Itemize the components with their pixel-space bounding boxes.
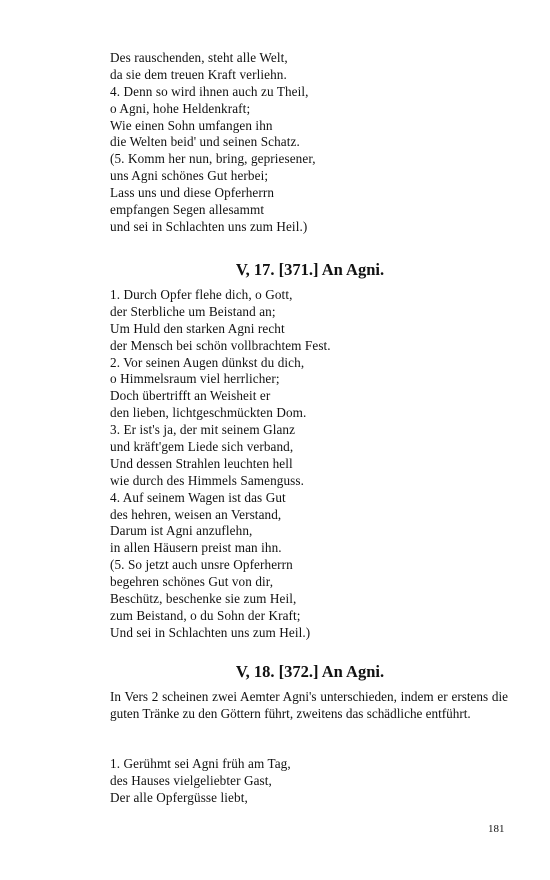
verse-line: der Mensch bei schön vollbrachtem Fest.	[110, 337, 331, 353]
verse-line: Beschütz, beschenke sie zum Heil,	[110, 591, 297, 607]
verse-line: o Himmelsraum viel herrlicher;	[110, 371, 280, 387]
verse-line: da sie dem treuen Kraft verliehn.	[110, 66, 287, 82]
verse-line: 2. Vor seinen Augen dünkst du dich,	[110, 354, 305, 370]
hymn-17-verses	[110, 287, 508, 642]
verse-line: Des rauschenden, steht alle Welt,	[110, 50, 288, 65]
verse-line: zum Beistand, o du Sohn der Kraft;	[110, 607, 301, 623]
verse-line: 4. Denn so wird ihnen auch zu Theil,	[110, 83, 309, 99]
hymn-18-note: In Vers 2 scheinen zwei Aemter Agni's unterschieden, indem er erstens die guten Tränke zu den Göttern führt, zweitens das schädliche entführt.	[110, 689, 508, 721]
verse-line: begehren schönes Gut von dir,	[110, 574, 274, 590]
stanza-continuation	[110, 50, 508, 236]
verse-line: und sei in Schlachten uns zum Heil.)	[110, 218, 308, 234]
verse-line: uns Agni schönes Gut herbei;	[110, 168, 269, 184]
hymn-18-title: V, 18. [372.] An Agni.	[235, 662, 385, 681]
verse-line: Wie einen Sohn umfangen ihn	[110, 117, 273, 133]
hymn-17-title: V, 17. [371.] An Agni.	[235, 260, 385, 279]
page-number: 181	[488, 823, 505, 835]
verse-line: 1. Gerühmt sei Agni früh am Tag,	[110, 756, 291, 771]
verse-line: o Agni, hohe Heldenkraft;	[110, 100, 251, 116]
hymn-18-verses	[110, 756, 508, 807]
verse-line: Um Huld den starken Agni recht	[110, 320, 285, 336]
verse-line: (5. So jetzt auch unsre Opferherrn	[110, 557, 293, 573]
verse-line: die Welten beid' und seinen Schatz.	[110, 134, 300, 150]
verse-line: empfangen Segen allesammt	[110, 202, 265, 218]
verse-line: in allen Häusern preist man ihn.	[110, 540, 282, 556]
verse-line: (5. Komm her nun, bring, gepriesener,	[110, 151, 316, 167]
verse-line: Darum ist Agni anzuflehn,	[110, 523, 253, 539]
verse-line: des hehren, weisen an Verstand,	[110, 506, 282, 522]
verse-line: wie durch des Himmels Samenguss.	[110, 472, 305, 488]
verse-line: 4. Auf seinem Wagen ist das Gut	[110, 489, 286, 505]
verse-line: der Sterbliche um Beistand an;	[110, 303, 276, 319]
verse-line: Der alle Opfergüsse liebt,	[110, 789, 248, 805]
verse-line: und kräft'gem Liede sich verband,	[110, 439, 294, 455]
verse-line: Und sei in Schlachten uns zum Heil.)	[110, 624, 311, 640]
verse-line: Doch übertrifft an Weisheit er	[110, 388, 271, 404]
verse-line: Lass uns und diese Opferherrn	[110, 185, 275, 201]
verse-line: Und dessen Strahlen leuchten hell	[110, 455, 293, 471]
verse-line: des Hauses vielgeliebter Gast,	[110, 772, 272, 788]
verse-line: 3. Er ist's ja, der mit seinem Glanz	[110, 422, 296, 438]
verse-line: den lieben, lichtgeschmückten Dom.	[110, 405, 307, 421]
verse-line: 1. Durch Opfer flehe dich, o Gott,	[110, 287, 293, 302]
